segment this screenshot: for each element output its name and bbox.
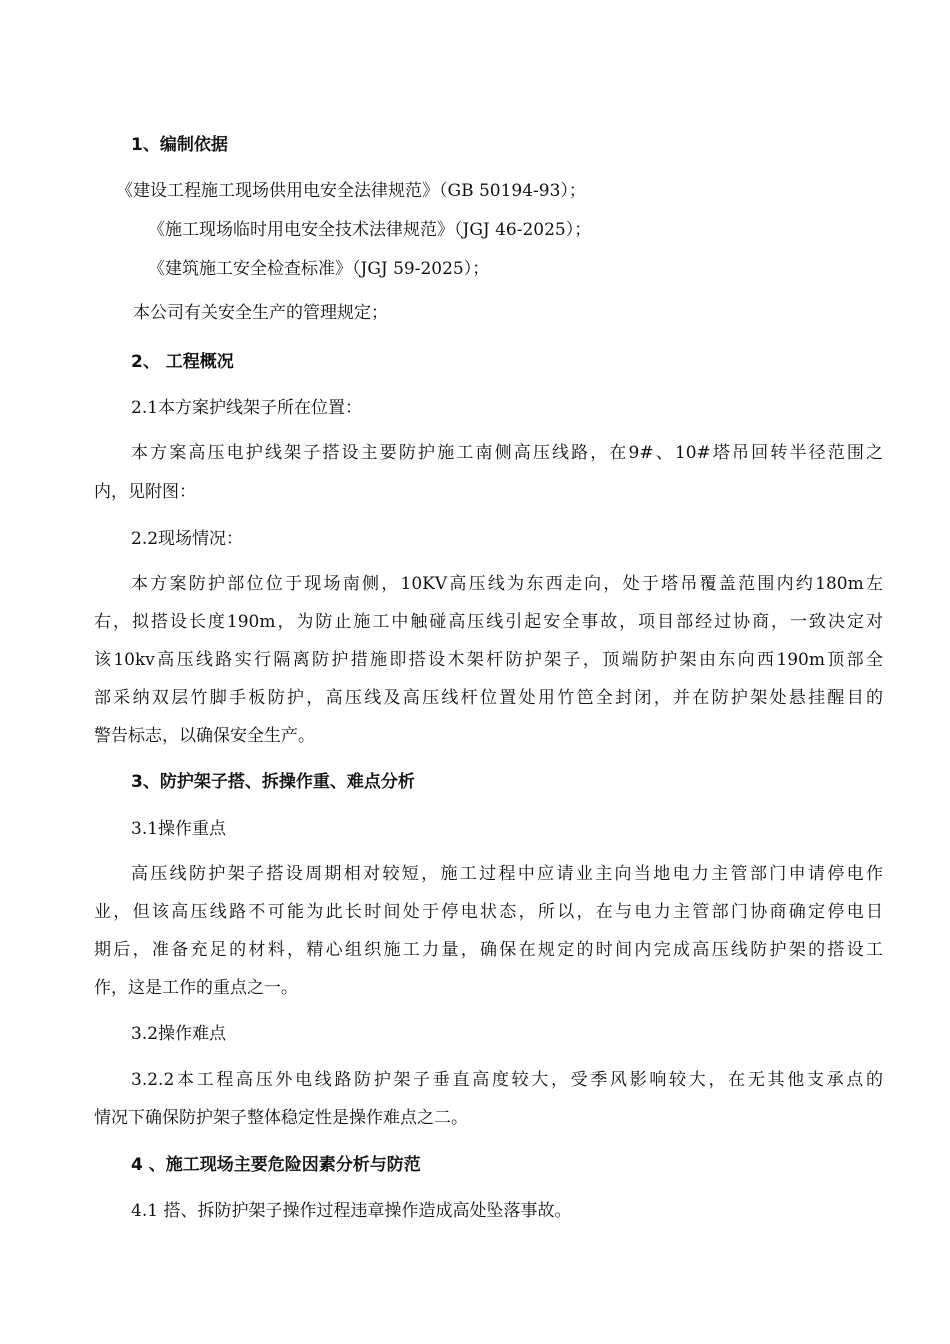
paragraph-line: 本方案防护部位位于现场南侧，10KV高压线为东西走向，处于塔吊覆盖范围内约180m左 bbox=[131, 574, 883, 594]
paragraph-line: 本方案高压电护线架子搭设主要防护施工南侧高压线路，在9#、10#塔吊回转半径范围之 bbox=[131, 443, 883, 463]
item-4-1: 4.1 搭、拆防护架子操作过程违章操作造成高处坠落事故。 bbox=[131, 1201, 572, 1221]
section-1-heading: 1、编制依据 bbox=[131, 135, 228, 155]
paragraph-line: 3.2.2本工程高压外电线路防护架子垂直高度较大，受季风影响较大，在无其他支承点的 bbox=[131, 1070, 883, 1090]
company-rules: 本公司有关安全生产的管理规定； bbox=[133, 303, 388, 323]
paragraph-line: 期后，准备充足的材料，精心组织施工力量，确保在规定的时间内完成高压线防护架的搭设工 bbox=[94, 940, 883, 960]
reference-1: 《建设工程施工现场供用电安全法律规范》（GB 50194-93）； bbox=[116, 181, 586, 201]
reference-3: 《建筑施工安全检查标准》（JGJ 59-2025）； bbox=[148, 259, 490, 279]
paragraph-line: 右，拟搭设长度190m，为防止施工中触碰高压线引起安全事故，项目部经过协商，一致决定对 bbox=[94, 612, 883, 632]
paragraph-line: 部采纳双层竹脚手板防护，高压线及高压线杆位置处用竹笆全封闭，并在防护架处悬挂醒目的 bbox=[94, 688, 883, 708]
paragraph-line: 高压线防护架子搭设周期相对较短，施工过程中应请业主向当地电力主管部门申请停电作 bbox=[131, 864, 883, 884]
subsection-3-1: 3.1操作重点 bbox=[131, 819, 227, 839]
reference-2: 《施工现场临时用电安全技术法律规范》（JGJ 46-2025）； bbox=[148, 220, 592, 240]
section-3-heading: 3、防护架子搭、拆操作重、难点分析 bbox=[131, 772, 415, 792]
section-4-heading: 4 、施工现场主要危险因素分析与防范 bbox=[131, 1155, 421, 1175]
paragraph-line: 内，见附图： bbox=[94, 482, 196, 502]
paragraph-line: 业，但该高压线路不可能为此长时间处于停电状态，所以，在与电力主管部门协商确定停电日 bbox=[94, 902, 883, 922]
subsection-2-2: 2.2现场情况： bbox=[131, 529, 244, 549]
subsection-2-1: 2.1本方案护线架子所在位置： bbox=[131, 398, 363, 418]
paragraph-line: 该10kv高压线路实行隔离防护措施即搭设木架杆防护架子，顶端防护架由东向西190m顶部全 bbox=[94, 650, 883, 670]
subsection-3-2: 3.2操作难点 bbox=[131, 1024, 227, 1044]
section-2-heading: 2、 工程概况 bbox=[131, 352, 234, 372]
paragraph-line: 情况下确保防护架子整体稳定性是操作难点之二。 bbox=[94, 1108, 468, 1128]
paragraph-line: 警告标志，以确保安全生产。 bbox=[94, 726, 315, 746]
paragraph-line: 作，这是工作的重点之一。 bbox=[94, 978, 298, 998]
